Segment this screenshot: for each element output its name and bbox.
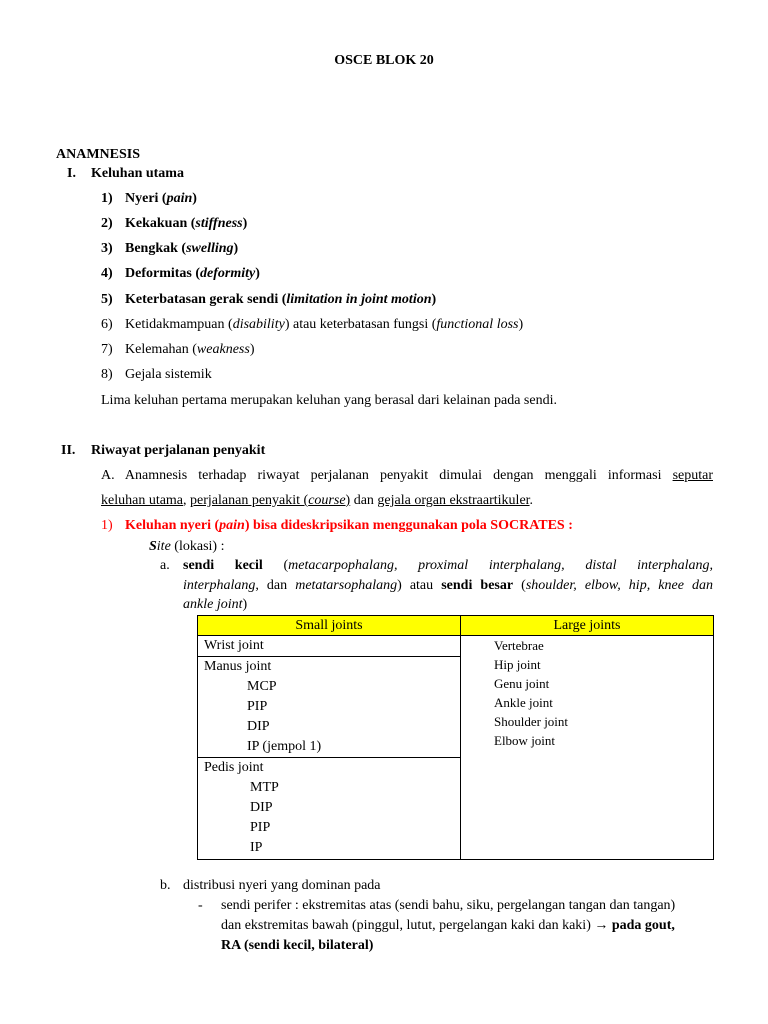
list-item: 2) Kekakuan (stiffness) <box>101 216 248 231</box>
item-a-label: a. <box>160 558 170 573</box>
section-heading: ANAMNESIS <box>56 147 141 162</box>
list-item: 6) Ketidakmampuan (disability) atau keterbatasan fungsi (functional loss) <box>101 317 524 332</box>
pedis-item: MTP <box>250 780 279 795</box>
cell-pedis <box>198 758 461 860</box>
pedis-item: PIP <box>250 820 271 835</box>
pedis-item: DIP <box>250 800 273 815</box>
part1-note: Lima keluhan pertama merupakan keluhan yang berasal dari kelainan pada sendi. <box>101 393 557 408</box>
large-joint-item: Genu joint <box>494 676 550 691</box>
part1-heading: Keluhan utama <box>91 166 184 181</box>
item-b-sub-line2: dan ekstremitas bawah (pinggul, lutut, pergelangan kaki dan kaki) → pada gout, <box>221 918 675 933</box>
list-item: 4) Deformitas (deformity) <box>101 266 260 281</box>
part1-roman: I. <box>67 166 76 181</box>
pedis-item: IP <box>250 840 263 855</box>
large-joint-item: Shoulder joint <box>494 714 569 729</box>
large-joint-item: Elbow joint <box>494 733 556 748</box>
header-large-joints: Large joints <box>461 616 714 636</box>
joints-table <box>197 615 714 860</box>
cell-large-joints <box>461 636 714 860</box>
item-b-label: b. <box>160 878 171 893</box>
wrist-joint: Wrist joint <box>204 638 264 653</box>
manus-item: IP (jempol 1) <box>247 739 322 754</box>
item-b-sub-line3: RA (sendi kecil, bilateral) <box>221 938 374 953</box>
large-joint-item: Hip joint <box>494 657 541 672</box>
list-item: 5) Keterbatasan gerak sendi (limitation in joint motion) <box>101 292 437 307</box>
large-joint-item: Vertebrae <box>494 638 544 653</box>
list-item: 7) Kelemahan (weakness) <box>101 342 255 357</box>
cell-wrist <box>198 636 461 657</box>
site-label: Site (lokasi) : <box>149 539 225 554</box>
manus-item: MCP <box>247 679 277 694</box>
item-b-text: distribusi nyeri yang dominan pada <box>183 878 381 893</box>
large-joint-item: Ankle joint <box>494 695 553 710</box>
part2-heading: Riwayat perjalanan penyakit <box>91 443 266 458</box>
item-a-line3: ankle joint) <box>183 597 248 612</box>
paragraph-a-line2: keluhan utama, perjalanan penyakit (course) dan gejala organ ekstraartikuler. <box>101 493 534 508</box>
list-item: 3) Bengkak (swelling) <box>101 241 239 256</box>
socrates-heading: 1) Keluhan nyeri (pain) bisa dideskripsikan menggunakan pola SOCRATES : <box>101 518 573 533</box>
page-title: OSCE BLOK 20 <box>334 53 434 68</box>
paragraph-a-line1: A. Anamnesis terhadap riwayat perjalanan penyakit dimulai dengan menggali informasi seputar <box>101 468 713 483</box>
item-a-line2: interphalang, dan metatarsophalang) atau sendi besar (shoulder, elbow, hip, knee dan <box>183 578 713 593</box>
header-small-joints: Small joints <box>198 616 461 636</box>
item-b-sub-line1: sendi perifer : ekstremitas atas (sendi bahu, siku, pergelangan tangan dan tangan) <box>221 898 676 913</box>
manus-item: DIP <box>247 719 270 734</box>
list-item: 8) Gejala sistemik <box>101 367 212 382</box>
list-item: 1) Nyeri (pain) <box>101 191 197 206</box>
pedis-joint: Pedis joint <box>204 760 264 775</box>
part2-roman: II. <box>61 443 76 458</box>
manus-item: PIP <box>247 699 268 714</box>
manus-joint: Manus joint <box>204 659 272 674</box>
cell-manus <box>198 657 461 758</box>
item-b-dash: - <box>198 898 203 913</box>
item-a-line1: sendi kecil (metacarpophalang, proximal interphalang, distal interphalang, <box>183 558 713 573</box>
